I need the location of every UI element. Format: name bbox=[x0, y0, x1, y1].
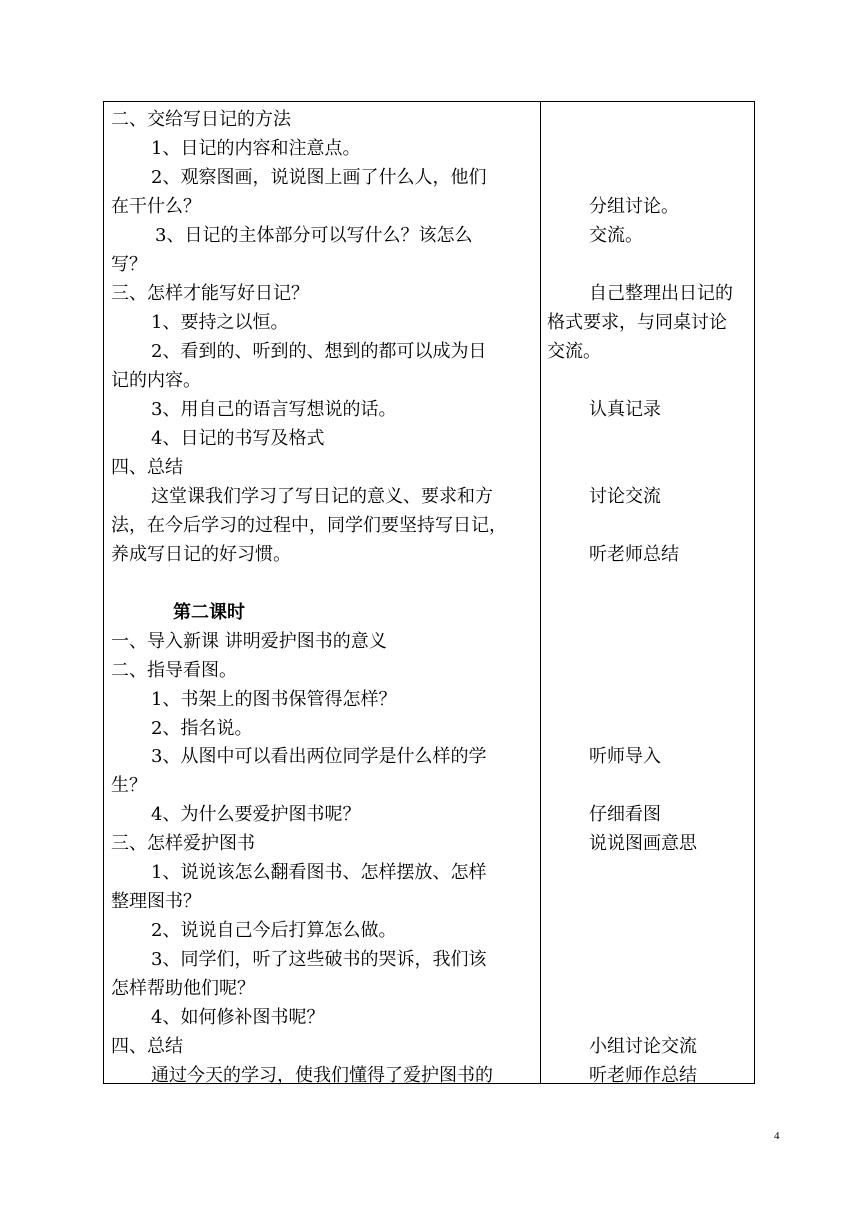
page-number: 4 bbox=[774, 1130, 780, 1142]
section-heading: 第二课时 bbox=[173, 602, 245, 623]
left-line: 3、用自己的语言写想说的话。 bbox=[151, 399, 397, 420]
left-line: 养成写日记的好习惯。 bbox=[111, 544, 291, 565]
left-line: 3、同学们，听了这些破书的哭诉，我们该 bbox=[151, 949, 487, 970]
left-line: 3、从图中可以看出两位同学是什么样的学 bbox=[151, 746, 487, 767]
right-line: 小组讨论交流 bbox=[589, 1036, 697, 1057]
right-line: 分组讨论。 bbox=[589, 196, 679, 217]
left-line: 一、导入新课 讲明爱护图书的意义 bbox=[111, 631, 387, 652]
right-line: 交流。 bbox=[589, 225, 643, 246]
left-line: 法，在今后学习的过程中，同学们要坚持写日记， bbox=[111, 515, 507, 536]
left-line: 4、日记的书写及格式 bbox=[151, 428, 325, 449]
left-line: 四、总结 bbox=[111, 1036, 183, 1057]
left-line: 写？ bbox=[111, 254, 147, 275]
right-line: 听老师总结 bbox=[589, 544, 679, 565]
right-line: 仔细看图 bbox=[589, 804, 661, 825]
left-line: 三、怎样爱护图书 bbox=[111, 833, 255, 854]
left-line: 怎样帮助他们呢？ bbox=[111, 978, 255, 999]
right-line: 讨论交流 bbox=[589, 486, 661, 507]
right-line: 认真记录 bbox=[589, 399, 661, 420]
left-line: 记的内容。 bbox=[111, 370, 201, 391]
left-line: 2、指名说。 bbox=[151, 718, 253, 739]
left-line: 整理图书？ bbox=[111, 891, 201, 912]
left-line: 这堂课我们学习了写日记的意义、要求和方 bbox=[151, 486, 493, 507]
left-line: 4、为什么要爱护图书呢？ bbox=[151, 804, 361, 825]
left-line: 2、说说自己今后打算怎么做。 bbox=[151, 920, 397, 941]
left-line: 1、书架上的图书保管得怎样？ bbox=[151, 689, 397, 710]
left-line: 2、看到的、听到的、想到的都可以成为日 bbox=[151, 341, 487, 362]
right-line: 听师导入 bbox=[589, 746, 661, 767]
left-line: 1、要持之以恒。 bbox=[151, 312, 289, 333]
left-line: 在干什么？ bbox=[111, 196, 201, 217]
left-line: 二、指导看图。 bbox=[111, 660, 237, 681]
left-line: 1、日记的内容和注意点。 bbox=[151, 138, 361, 159]
right-line: 交流。 bbox=[547, 341, 601, 362]
left-line: 4、如何修补图书呢？ bbox=[151, 1007, 325, 1028]
column-divider bbox=[540, 101, 541, 1084]
left-line: 1、说说该怎么翻看图书、怎样摆放、怎样 bbox=[151, 862, 487, 883]
right-line: 听老师作总结 bbox=[589, 1065, 697, 1086]
left-line: 生？ bbox=[111, 775, 147, 796]
left-line: 3、日记的主体部分可以写什么？该怎么 bbox=[155, 225, 473, 246]
left-line: 通过今天的学习，使我们懂得了爱护图书的 bbox=[151, 1065, 493, 1086]
left-line: 二、交给写日记的方法 bbox=[111, 109, 291, 130]
right-line: 格式要求，与同桌讨论 bbox=[547, 312, 727, 333]
right-line: 自己整理出日记的 bbox=[589, 283, 733, 304]
right-line: 说说图画意思 bbox=[589, 833, 697, 854]
left-line: 四、总结 bbox=[111, 457, 183, 478]
left-line: 三、怎样才能写好日记？ bbox=[111, 283, 309, 304]
left-line: 2、观察图画，说说图上画了什么人，他们 bbox=[151, 167, 487, 188]
